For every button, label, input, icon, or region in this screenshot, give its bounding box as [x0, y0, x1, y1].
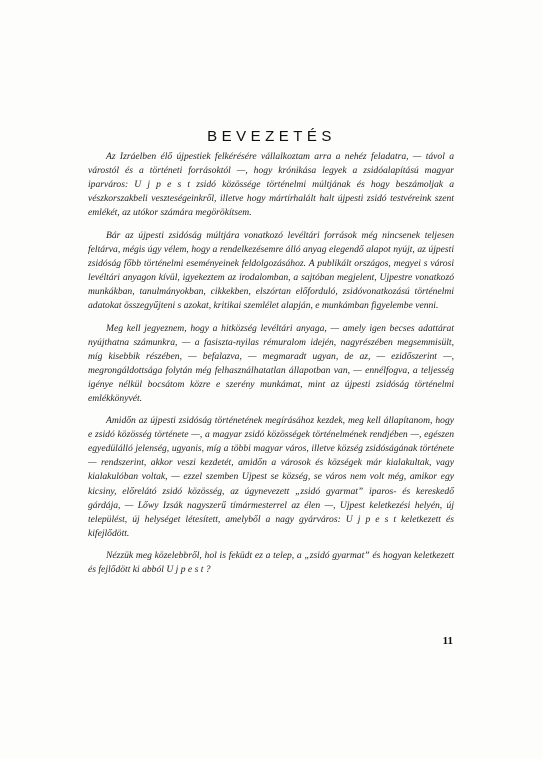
paragraph: Meg kell jegyeznem, hogy a hitközség levéltári anyaga, — amely igen becses adattárat nyújthatna számunkra, — a fasiszta-nyilas rémuralom idején, nagyrészében megsemmisült, míg kisebbik részében, — befalazva, — megmaradt ugyan, de az, — ezidőszerint —, megrongáldottsága folytán még felhasználhatatlan állapotban van, — ennélfogva, a teljesség igénye nélkül bocsátom közre e szerény munkámat, mint az újpesti zsidóság történelmi emlékkönyvét. — [88, 322, 454, 404]
paragraph: Bár az újpesti zsidóság múltjára vonatkozó levéltári források még nincsenek teljesen feltárva, mégis úgy vélem, hogy a rendelkezésemre álló anyag elegendő alapot nyújt, az újpesti zsidóság főbb történelmi eseményeinek feldolgozásához. A publikált országos, megyei s városi levéltári anyagon kívül, igyekeztem az irodalomban, a sajtóban megjelent, Ujpestre vonatkozó munkákban, tanulmányokban, cikkekben, elszórtan előforduló, zsidóvonatkozású történelmi adatokat összegyűjteni s azokat, kritikai szemlélet alapján, e munkámban figyelembe venni. — [88, 229, 454, 311]
paragraph: Amidőn az újpesti zsidóság történetének megírásához kezdek, meg kell állapítanom, hogy e zsidó közösség története —, a magyar zsidó közösségek történelmének rendjében —, egészen egyedülálló jelenség, ugyanis, míg a többi magyar város, illetve község zsidóságának története — rendszerint, akkor veszi kezdetét, amidőn a városok és községek már kialakultak, vagy kialakulóban voltak, — ezzel szemben Ujpest se község, se város nem volt még, amikor egy kicsiny, előrelátó zsidó közösség, az úgynevezett „zsidó gyarmat” iparos- és kereskedő gárdája, — Lőwy Izsák nagyszerű tímármesterrel az élen —, Ujpest keletkezési helyén, új települést, új helységet létesített, amelyből a nagy gyárváros: U j p e s t keletkezett és kifejlődött. — [88, 415, 454, 539]
page-number: 11 — [442, 635, 453, 647]
paragraph: Nézzük meg közelebbről, hol is feküdt ez a telep, a „zsidó gyarmat” és hogyan keletkezett és fejlődött ki abból U j p e s t ? — [88, 550, 454, 576]
paragraph: Az Izráelben élő újpestiek felkérésére vállalkoztam arra a nehéz feladatra, — távol a várostól és a történeti forrásoktól —, hogy krónikása legyek a zsidóalapítású magyar iparváros: U j p e s t zsidó közössége történelmi múltjának és hogy beszámoljak a vészkorszakbeli veszteségeinkről, illetve hogy mártírhalált halt újpesti zsidó testvéreink szent emlékét, az utókor számára megörökítsem. — [88, 151, 454, 219]
body-text — [88, 150, 454, 586]
chapter-heading: BEVEZETÉS — [207, 128, 336, 146]
